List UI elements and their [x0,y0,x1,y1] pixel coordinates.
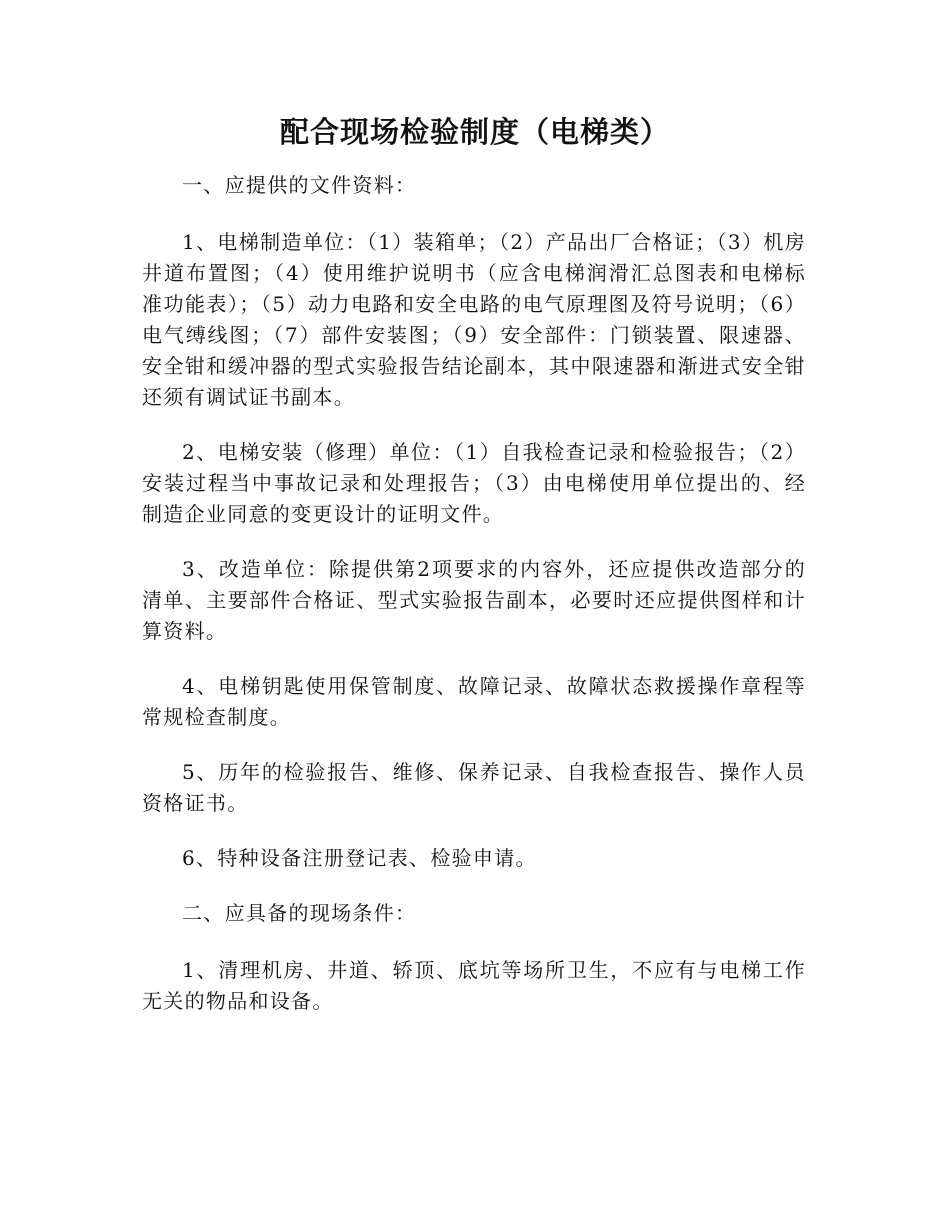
document-title: 配合现场检验制度（电梯类） [279,115,670,149]
paragraph-modifier: 3、改造单位：除提供第2项要求的内容外，还应提供改造部分的清单、主要部件合格证、型式实验报告副本，必要时还应提供图样和计算资料。 [142,557,806,643]
paragraph-key-management: 4、电梯钥匙使用保管制度、故障记录、故障状态救援操作章程等常规检查制度。 [142,674,806,729]
section-heading-documents: 一、应提供的文件资料： [182,173,417,197]
paragraph-history-records: 5、历年的检验报告、维修、保养记录、自我检查报告、操作人员资格证书。 [142,760,806,815]
section-heading-site-conditions: 二、应具备的现场条件： [182,901,417,925]
paragraph-site-cleaning: 1、清理机房、井道、轿顶、底坑等场所卫生，不应有与电梯工作无关的物品和设备。 [142,958,806,1013]
paragraph-registration: 6、特种设备注册登记表、检验申请。 [182,846,537,870]
paragraph-installer: 2、电梯安装（修理）单位：（1）自我检查记录和检验报告；（2）安装过程当中事故记录和处理报告；（3）由电梯使用单位提出的、经制造企业同意的变更设计的证明文件。 [142,440,806,526]
paragraph-manufacturer: 1、电梯制造单位：（1）装箱单；（2）产品出厂合格证；（3）机房井道布置图；（4）使用维护说明书（应含电梯润滑汇总图表和电梯标准功能表）；（5）动力电路和安全电路的电气原理图及符号说明；（6）电气缚线图；（7）部件安装图；（9）安全部件：门锁装置、限速器、安全钳和缓冲器的型式实验报告结论副本，其中限速器和渐进式安全钳还须有调试证书副本。 [142,230,806,409]
document-body [142,170,806,1041]
